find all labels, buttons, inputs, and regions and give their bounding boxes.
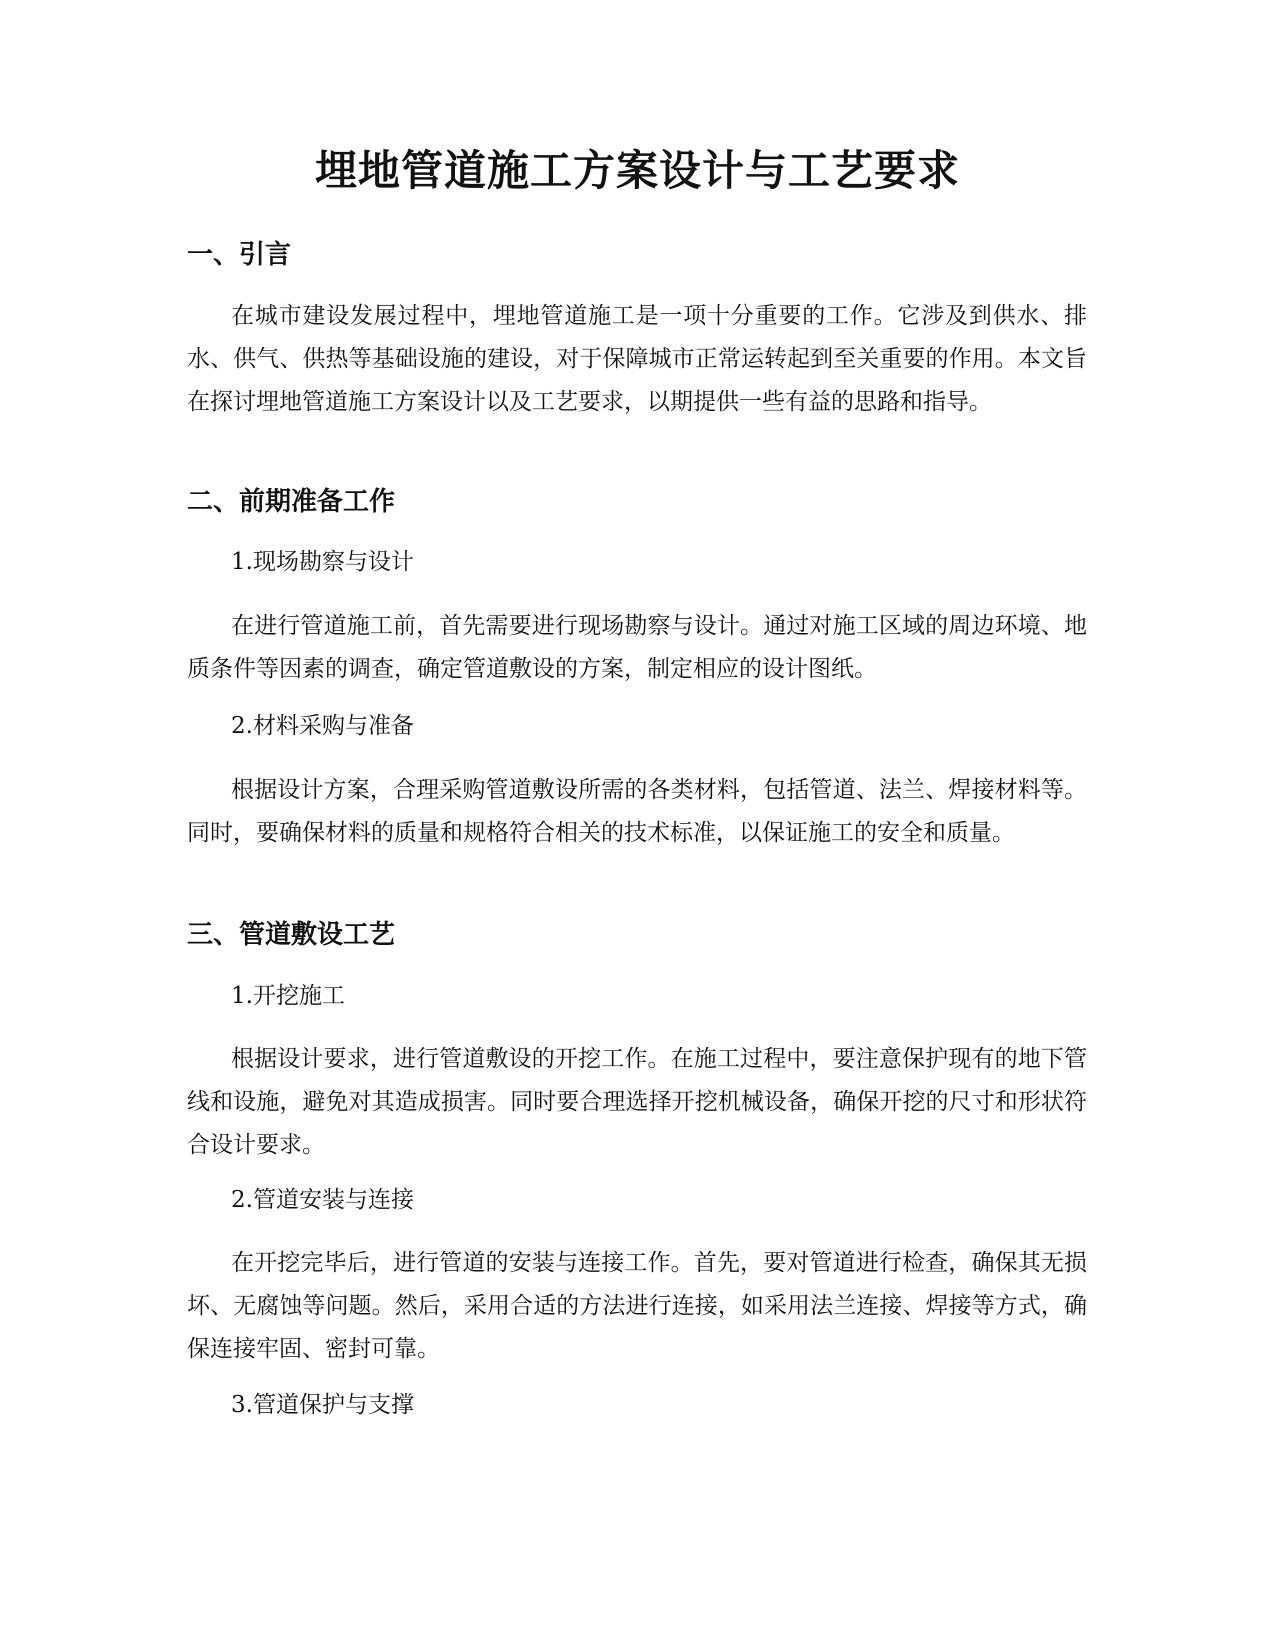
document-title: 埋地管道施工方案设计与工艺要求 (314, 146, 960, 195)
paragraph-installation: 在开挖完毕后，进行管道的安装与连接工作。首先，要对管道进行检查，确保其无损坏、无腐蚀等问题。然后，采用合适的方法进行连接，如采用法兰连接、焊接等方式，确保连接牢固、密封可靠。 (187, 1250, 1087, 1362)
subheading-installation: 2.管道安装与连接 (231, 1187, 414, 1213)
paragraph-materials: 根据设计方案，合理采购管道敷设所需的各类材料，包括管道、法兰、焊接材料等。同时，要确保材料的质量和规格符合相关的技术标准，以保证施工的安全和质量。 (187, 777, 1087, 846)
section-paragraph-intro: 在城市建设发展过程中，埋地管道施工是一项十分重要的工作。它涉及到供水、排水、供气、供热等基础设施的建设，对于保障城市正常运转起到至关重要的作用。本文旨在探讨埋地管道施工方案设计以及工艺要求，以期提供一些有益的思路和指导。 (187, 303, 1087, 415)
paragraph-site-survey: 在进行管道施工前，首先需要进行现场勘察与设计。通过对施工区域的周边环境、地质条件等因素的调查，确定管道敷设的方案，制定相应的设计图纸。 (187, 613, 1087, 682)
section-heading-preparation: 二、前期准备工作 (187, 487, 396, 517)
paragraph-excavation: 根据设计要求，进行管道敷设的开挖工作。在施工过程中，要注意保护现有的地下管线和设施，避免对其造成损害。同时要合理选择开挖机械设备，确保开挖的尺寸和形状符合设计要求。 (187, 1046, 1087, 1158)
subheading-site-survey: 1.现场勘察与设计 (231, 549, 414, 575)
section-heading-intro: 一、引言 (187, 240, 292, 270)
subheading-materials: 2.材料采购与准备 (231, 713, 414, 739)
section-heading-laying: 三、管道敷设工艺 (187, 920, 396, 950)
subheading-excavation: 1.开挖施工 (231, 983, 345, 1009)
subheading-protection-support: 3.管道保护与支撑 (231, 1392, 414, 1418)
